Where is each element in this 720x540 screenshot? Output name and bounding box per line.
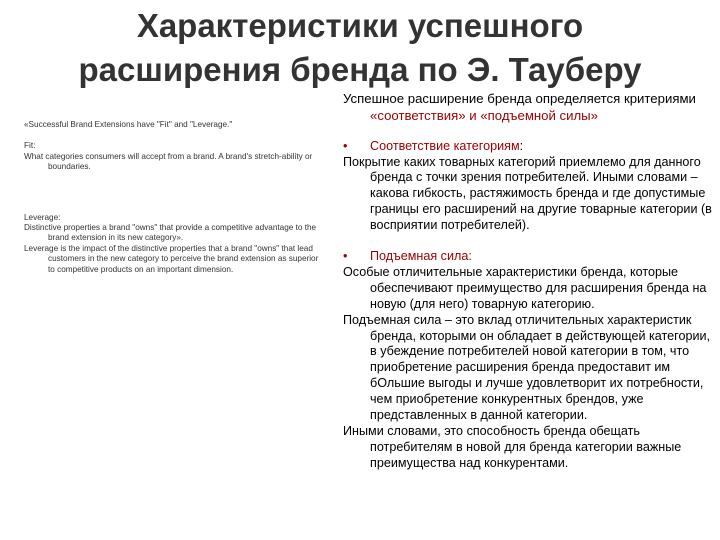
slide-title (20, 4, 700, 92)
fit-heading-colon: : (519, 138, 524, 153)
intro-paragraph (343, 91, 715, 125)
leverage-definition: Distinctive properties a brand "owns" that provide a competitive advantage to the brand extension in its new category». (24, 223, 317, 243)
lift-bullet-heading (343, 249, 715, 265)
slide-title-line1: Характеристики успешного (136, 7, 584, 44)
fit-bullet-heading (343, 139, 715, 155)
right-panel-russian-text (343, 91, 715, 472)
left-panel-english-definitions (24, 120, 324, 275)
fit-label: Fit: (24, 141, 36, 151)
bullet-marker: • (343, 138, 348, 153)
leverage-impact: Leverage is the impact of the distinctive properties that a brand "owns" that lead customers in the new category to perceive the brand extension as superior to competitive products on an important dimension. (24, 243, 319, 274)
intro-text: Успешное расширение бренда определяется критериями (343, 91, 696, 106)
bullet-marker: • (343, 249, 348, 264)
fit-definition: What categories consumers will accept from a brand. A brand's stretch-ability or boundaries. (24, 151, 313, 172)
fit-body: Покрытие каких товарных категорий приемлемо для данного бренда с точки зрения потребителей. Иными словами – какова гибкость, растяжимость бренда и где допустимые границы его расширений на другие товарные категории (в восприятии потребителей). (343, 154, 712, 233)
leverage-label: Leverage: (24, 212, 61, 222)
intro-highlight: «соответствия» и «подъемной силы» (370, 107, 598, 123)
lift-heading-text: Подъемная сила: (370, 249, 472, 264)
lift-body-1: Особые отличительные характеристики бренда, которые обеспечивают преимущество для расширения бренда на новую (для него) товарную категорию. (343, 264, 707, 311)
slide-title-line2: расширения бренда по Э. Тауберу (78, 51, 642, 88)
fit-heading-text: Соответствие категориям (370, 138, 520, 153)
quote-text: «Successful Brand Extensions have "Fit" and "Leverage." (24, 120, 233, 129)
lift-body-3: Иными словами, это способность бренда обещать потребителям в новой для бренда категории важные преимущества над конкурентами. (343, 424, 682, 470)
lift-body-2: Подъемная сила – это вклад отличительных характеристик бренда, которыми он обладает в действующей категории, в убеждение потребителей новой категории в том, что приобретение расширения бренда предоставит им бОльшие выгоды и лучше удовлетворит их потребности, чем приобретение конкурентных брендов, уже представленных в данной категории. (343, 312, 711, 423)
